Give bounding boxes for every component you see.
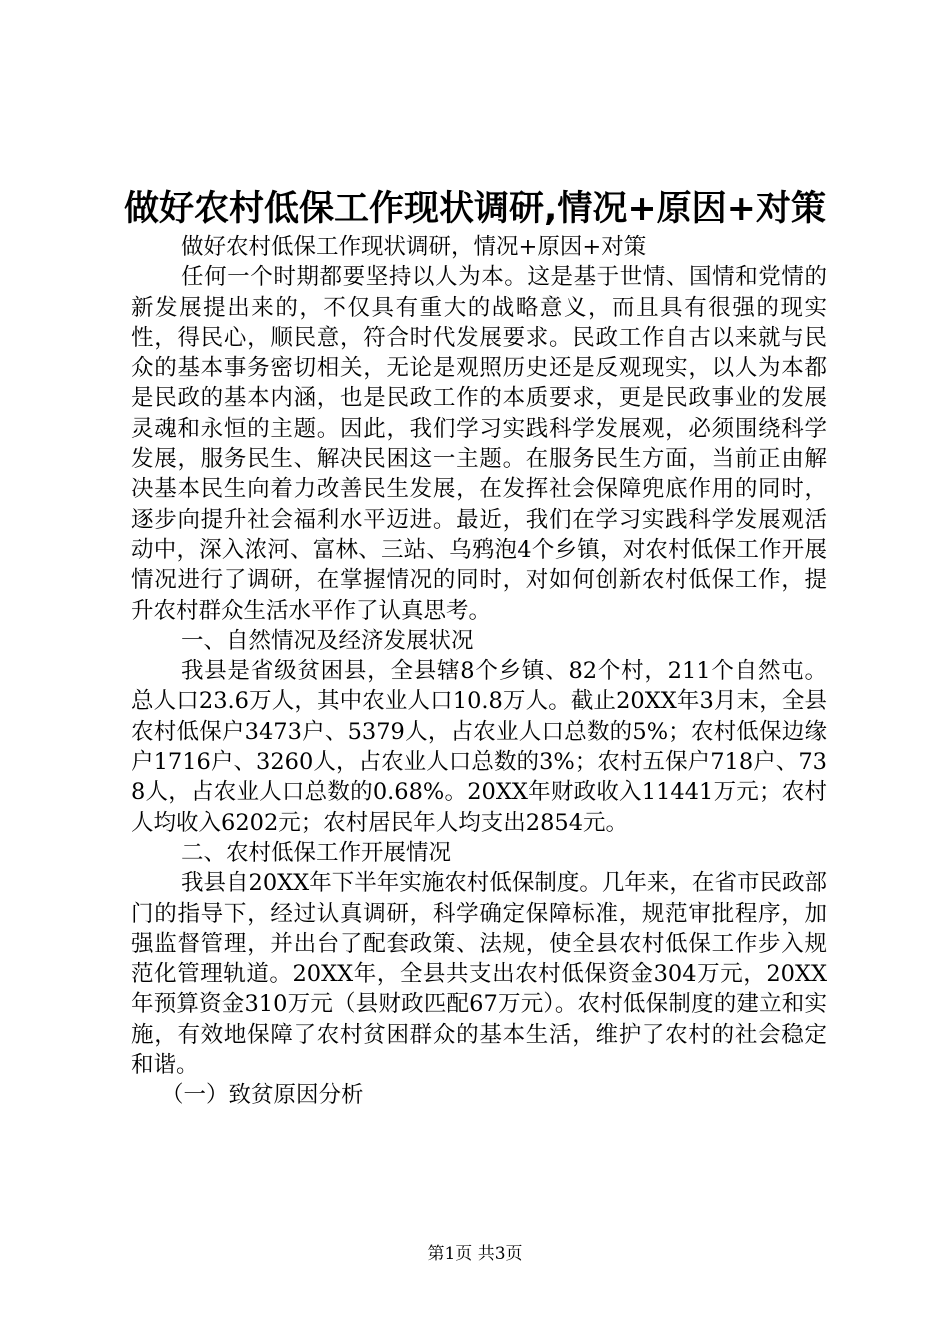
section-heading-1: 一、自然情况及经济发展状况 — [181, 627, 474, 654]
document-body — [131, 232, 827, 1111]
page-footer: 第1页 共3页 — [427, 1244, 523, 1264]
document-subtitle: 做好农村低保工作现状调研，情况+原因+对策 — [181, 234, 647, 260]
section-heading-2: 二、农村低保工作开展情况 — [181, 839, 452, 866]
section-1-paragraph: 我县是省级贫困县，全县辖8个乡镇、82个村，211个自然屯。总人口23.6万人，其中农业人口10.8万人。截止20XX年3月末，全县农村低保户3473户、5379人，占农业人口总数的5%；农村低保边缘户1716户、3260人，占农业人口总数的3%；农村五保户718户、738人，占农业人口总数的0.68%。20XX年财政收入11441万元；农村人均收入6202元；农村居民年人均支出2854元。 — [131, 658, 827, 836]
document-title: 做好农村低保工作现状调研,情况+原因+对策 — [124, 189, 826, 229]
subsection-heading-1: （一）致贫原因分析 — [161, 1082, 364, 1109]
intro-paragraph: 任何一个时期都要坚持以人为本。这是基于世情、国情和党情的新发展提出来的，不仅具有重大的战略意义，而且具有很强的现实性，得民心，顺民意，符合时代发展要求。民政工作自古以来就与民众的基本事务密切相关，无论是观照历史还是反观现实，以人为本都是民政的基本内涵，也是民政工作的本质要求，更是民政事业的发展灵魂和永恒的主题。因此，我们学习实践科学发展观，必须围绕科学发展，服务民生、解决民困这一主题。在服务民生方面，当前正由解决基本民生向着力改善民生发展，在发挥社会保障兜底作用的同时，逐步向提升社会福利水平迈进。最近，我们在学习实践科学发展观活动中，深入浓河、富林、三站、乌鸦泡4个乡镇，对农村低保工作开展情况进行了调研，在掌握情况的同时，对如何创新农村低保工作，提升农村群众生活水平作了认真思考。 — [131, 264, 827, 624]
section-2-paragraph: 我县自20XX年下半年实施农村低保制度。几年来，在省市民政部门的指导下，经过认真调研，科学确定保障标准，规范审批程序，加强监督管理，并出台了配套政策、法规，使全县农村低保工作步入规范化管理轨道。20XX年，全县共支出农村低保资金304万元，20XX年预算资金310万元（县财政匹配67万元）。农村低保制度的建立和实施，有效地保障了农村贫困群众的基本生活，维护了农村的社会稳定和谐。 — [131, 870, 827, 1079]
